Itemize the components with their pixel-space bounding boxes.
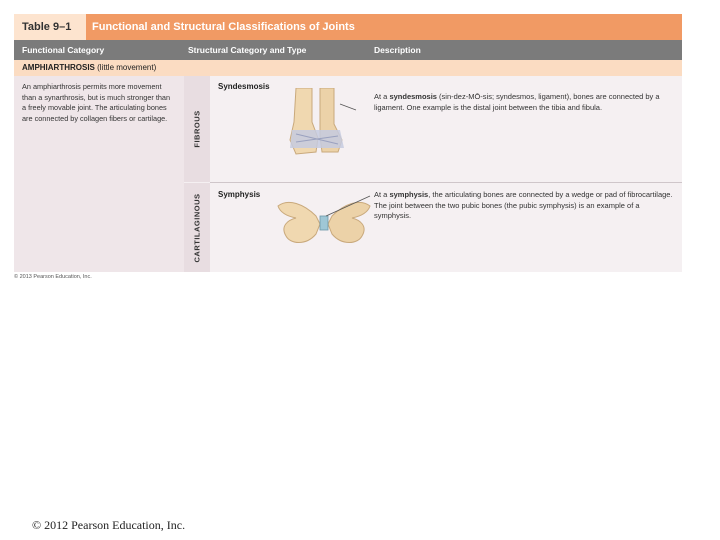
group-divider: [210, 182, 682, 183]
structural-class-cartilaginous: CARTILAGINOUS: [192, 193, 202, 262]
header-description: Description: [374, 45, 421, 55]
structural-class-fibrous: FIBROUS: [192, 110, 202, 148]
table-title: Functional and Structural Classifications of Joints: [92, 21, 355, 33]
category-bar: [14, 60, 682, 76]
header-functional-category: Functional Category: [22, 45, 105, 55]
category-note: (little movement): [97, 63, 157, 72]
symphysis-desc-post: , the articulating bones are connected by a wedge or pad of fibrocartilage. The joint between the two pubic bones (the pubic symphysis) is an example of a symphysis.: [374, 190, 673, 220]
syndesmosis-term: syndesmosis: [389, 92, 437, 101]
table-body: [14, 76, 682, 272]
syndesmosis-desc-post: (sin-dez-MŌ-sis; syndesmos, ligament), bones are connected by a ligament. One example is the distal joint between the tibia and fibula.: [374, 92, 660, 112]
symphysis-illustration: [276, 194, 372, 250]
fibrous-strip: [184, 76, 210, 182]
table-header-row: [14, 40, 682, 60]
syndesmosis-illustration: [282, 88, 358, 164]
syndesmosis-description: [374, 92, 674, 113]
type-syndesmosis: Syndesmosis: [218, 82, 270, 91]
category-name: AMPHIARTHROSIS: [22, 63, 95, 72]
table-copyright: © 2013 Pearson Education, Inc.: [14, 274, 92, 280]
functional-column: [14, 76, 184, 272]
table-number: Table 9–1: [14, 14, 86, 40]
category-label: [22, 60, 156, 76]
category-description: An amphiarthrosis permits more movement than a synarthrosis, but is much stronger than a freely movable joint. The articulating bones are connected by collagen fibers or cartilage.: [22, 82, 171, 123]
header-structural-category: Structural Category and Type: [188, 45, 307, 55]
symphysis-desc-pre: At a: [374, 190, 390, 199]
slide-copyright: © 2012 Pearson Education, Inc.: [32, 518, 186, 532]
type-symphysis: Symphysis: [218, 190, 261, 199]
symphysis-term: symphysis: [389, 190, 429, 199]
syndesmosis-desc-pre: At a: [374, 92, 390, 101]
joint-classification-table: [14, 14, 682, 272]
symphysis-description: [374, 190, 674, 222]
cartilaginous-strip: [184, 183, 210, 272]
table-title-bar: [14, 14, 682, 40]
